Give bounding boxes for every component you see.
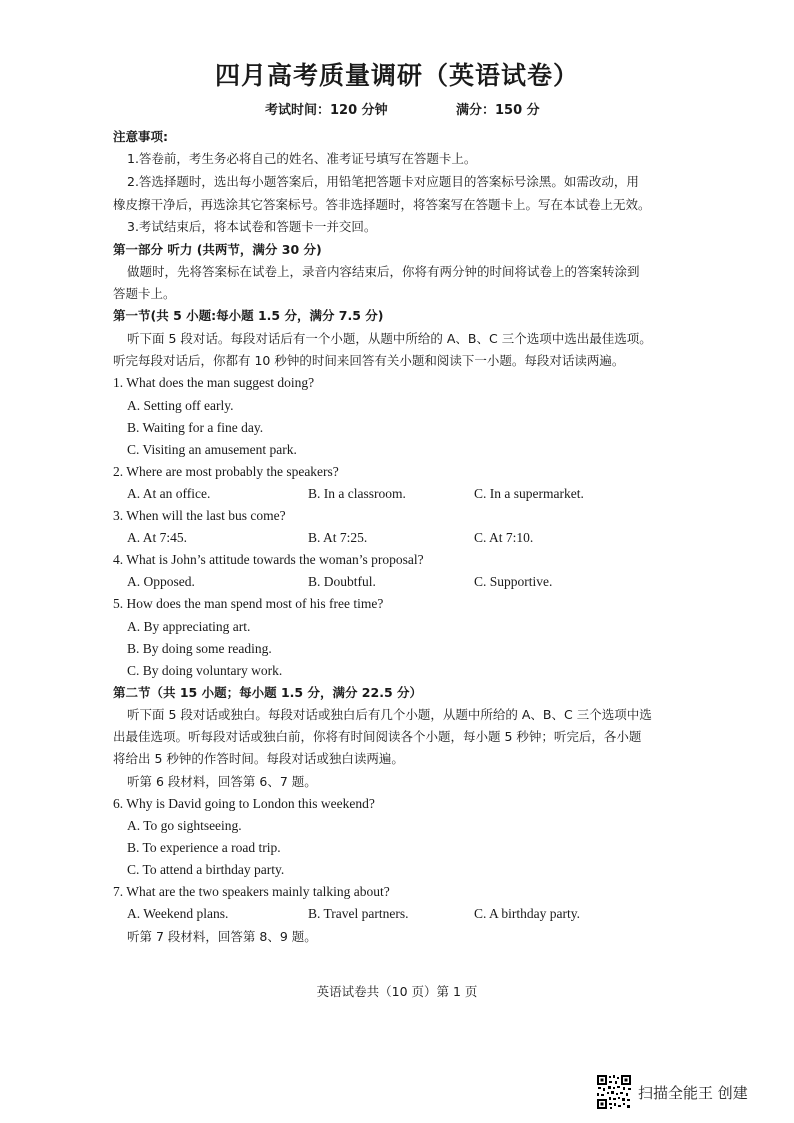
scanner-watermark (596, 1074, 776, 1110)
notice-item-2-line-2: 橡皮擦干净后，再选涂其它答案标号。答非选择题时，将答案写在答题卡上。写在本试卷上无效。 (113, 197, 651, 212)
question-7-option-b: B. Travel partners. (308, 906, 409, 921)
question-4-option-b: B. Doubtful. (308, 574, 376, 589)
question-2-option-c: C. In a supermarket. (474, 486, 584, 501)
material-7-instruction: 听第 7 段材料，回答第 8、9 题。 (127, 929, 317, 944)
material-6-instruction: 听第 6 段材料，回答第 6、7 题。 (127, 774, 317, 789)
question-5-option-c: C. By doing voluntary work. (127, 663, 283, 678)
question-6-option-b: B. To experience a road trip. (127, 840, 281, 855)
question-5-option-b: B. By doing some reading. (127, 641, 272, 656)
question-3-option-b: B. At 7:25. (308, 530, 368, 545)
notice-item-3: 3.考试结束后，将本试卷和答题卡一并交回。 (127, 219, 377, 234)
question-4-option-a: A. Opposed. (127, 574, 195, 589)
scanner-label: 扫描全能王 创建 (638, 1084, 748, 1102)
question-7: 7. What are the two speakers mainly talking about? (113, 884, 390, 899)
section2-instructions-line-2: 出最佳选项。听每段对话或独白前，你将有时间阅读各个小题，每小题 5 秒钟；听完后，各小题 (113, 729, 642, 744)
question-7-option-c: C. A birthday party. (474, 906, 580, 921)
section1-instructions-line-1: 听下面 5 段对话。每段对话后有一个小题，从题中所给的 A、B、C 三个选项中选出最佳选项。 (127, 331, 652, 346)
question-5: 5. How does the man spend most of his free time? (113, 596, 384, 611)
notice-heading: 注意事项: (113, 129, 168, 144)
question-6: 6. Why is David going to London this weekend? (113, 796, 375, 811)
question-3-option-c: C. At 7:10. (474, 530, 534, 545)
section1-heading: 第一节(共 5 小题:每小题 1.5 分，满分 7.5 分) (113, 308, 384, 323)
question-4-option-c: C. Supportive. (474, 574, 553, 589)
part1-instructions-line-2: 答题卡上。 (113, 286, 176, 301)
part1-instructions-line-1: 做题时，先将答案标在试卷上，录音内容结束后，你将有两分钟的时间将试卷上的答案转涂到 (127, 264, 640, 279)
question-1-option-b: B. Waiting for a fine day. (127, 420, 264, 435)
question-5-option-a: A. By appreciating art. (127, 619, 251, 634)
exam-title: 四月高考质量调研（英语试卷） (214, 61, 579, 90)
question-1-option-c: C. Visiting an amusement park. (127, 442, 297, 457)
section1-instructions-line-2: 听完每段对话后，你都有 10 秒钟的时间来回答有关小题和阅读下一小题。每段对话读两遍。 (113, 353, 625, 368)
question-2-option-a: A. At an office. (127, 486, 211, 501)
part1-heading: 第一部分 听力 (共两节，满分 30 分) (113, 242, 322, 257)
question-6-option-c: C. To attend a birthday party. (127, 862, 285, 877)
question-1: 1. What does the man suggest doing? (113, 375, 315, 390)
question-2: 2. Where are most probably the speakers? (113, 464, 339, 479)
question-3: 3. When will the last bus come? (113, 508, 286, 523)
page-footer: 英语试卷共（10 页）第 1 页 (316, 984, 478, 999)
exam-time: 考试时间：120 分钟 (265, 103, 388, 118)
question-4: 4. What is John’s attitude towards the woman’s proposal? (113, 552, 424, 567)
exam-score: 满分：150 分 (456, 103, 540, 118)
section2-heading: 第二节（共 15 小题；每小题 1.5 分，满分 22.5 分） (113, 685, 422, 700)
question-7-option-a: A. Weekend plans. (127, 906, 229, 921)
question-2-option-b: B. In a classroom. (308, 486, 406, 501)
question-1-option-a: A. Setting off early. (127, 398, 234, 413)
notice-item-2-line-1: 2.答选择题时，选出每小题答案后，用铅笔把答题卡对应题目的答案标号涂黑。如需改动，用 (127, 174, 639, 189)
section2-instructions-line-3: 将给出 5 秒钟的作答时间。每段对话或独白读两遍。 (113, 751, 404, 766)
question-6-option-a: A. To go sightseeing. (127, 818, 242, 833)
section2-instructions-line-1: 听下面 5 段对话或独白。每段对话或独白后有几个小题，从题中所给的 A、B、C 三个选项中选 (127, 707, 652, 722)
question-3-option-a: A. At 7:45. (127, 530, 188, 545)
notice-item-1: 1.答卷前，考生务必将自己的姓名、准考证号填写在答题卡上。 (127, 151, 477, 166)
exam-meta (0, 99, 794, 119)
qr-code-icon (596, 1074, 632, 1110)
